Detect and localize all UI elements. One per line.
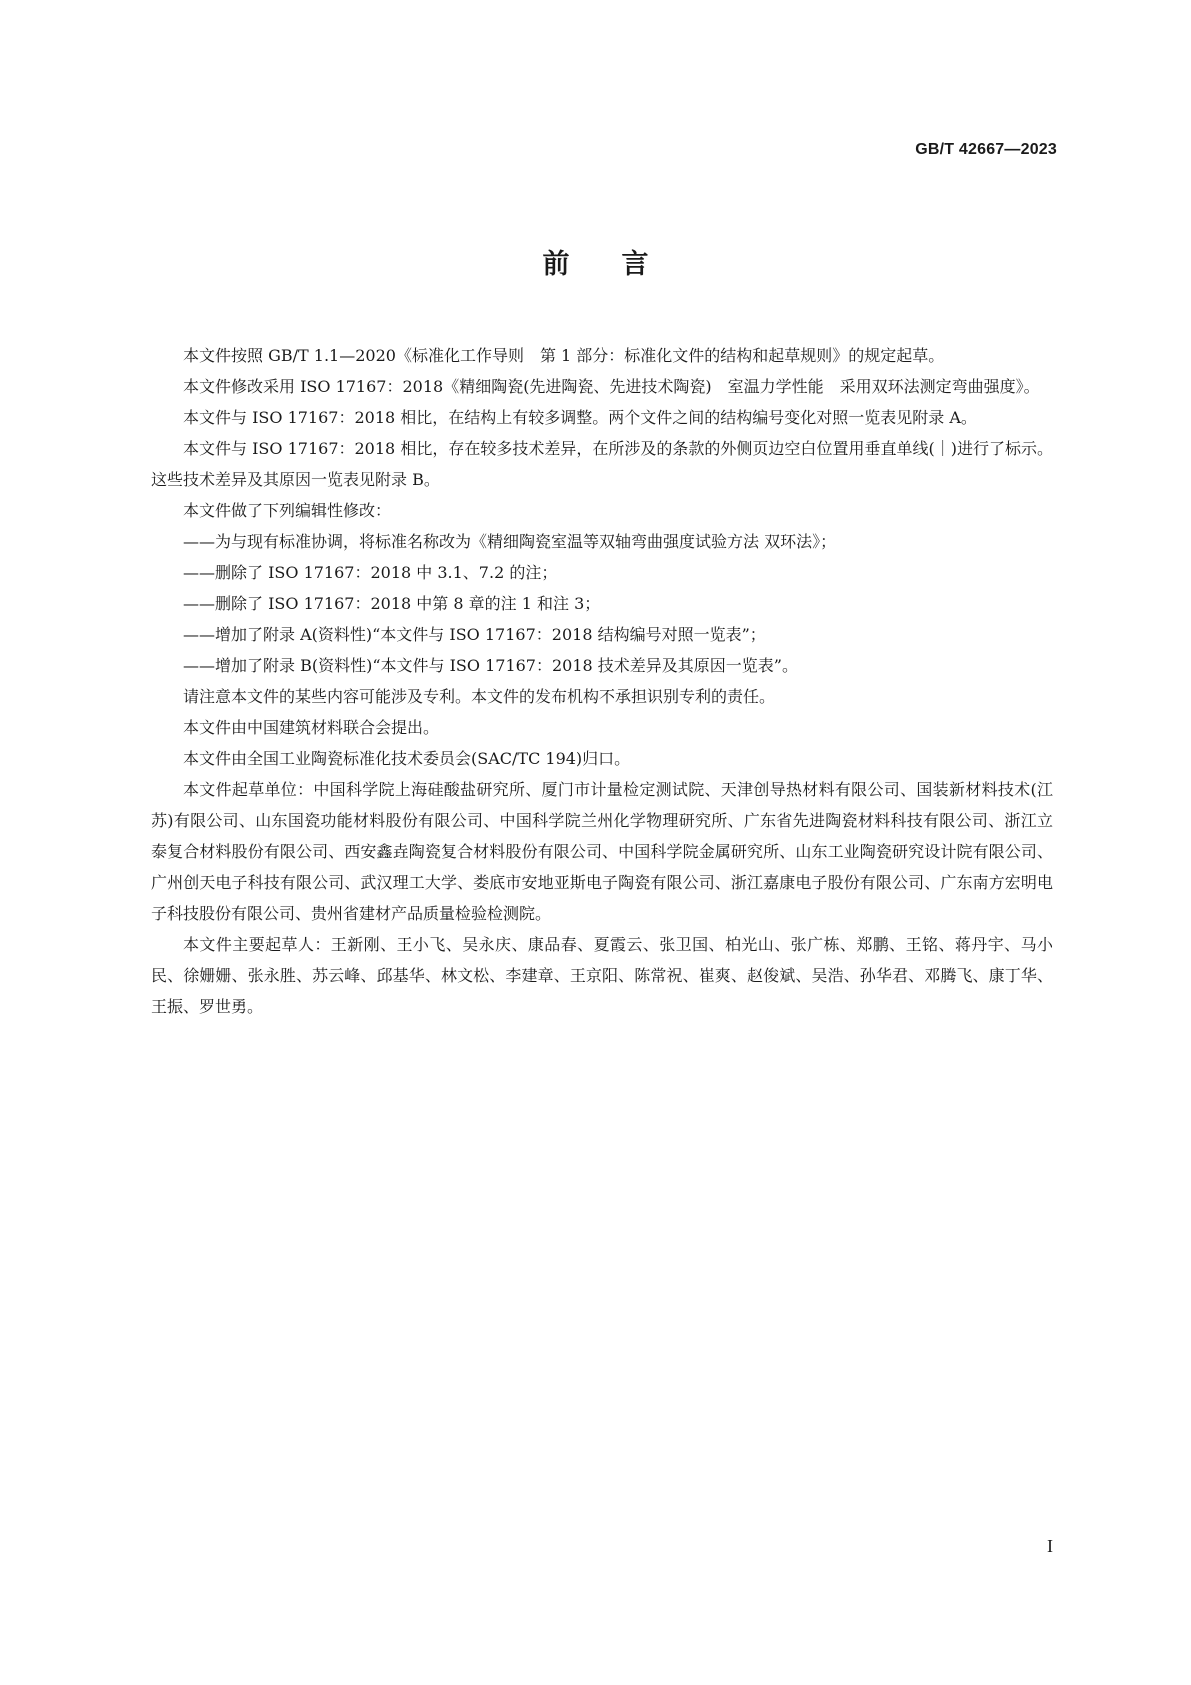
paragraph: 本文件由全国工业陶瓷标准化技术委员会(SAC/TC 194)归口。 [183,749,631,768]
paragraph: 本文件修改采用 ISO 17167：2018《精细陶瓷(先进陶瓷、先进技术陶瓷) 室温力学性能 采用双环法测定弯曲强度》。 [183,377,1040,396]
paragraph: 请注意本文件的某些内容可能涉及专利。本文件的发布机构不承担识别专利的责任。 [183,687,776,706]
list-item: ——为与现有标准协调，将标准名称改为《精细陶瓷室温等双轴弯曲强度试验方法 双环法》； [183,532,837,551]
list-item: ——增加了附录 B(资料性)“本文件与 ISO 17167：2018 技术差异及其原因一览表”。 [183,656,798,675]
paragraph: 本文件与 ISO 17167：2018 相比，在结构上有较多调整。两个文件之间的结构编号变化对照一览表见附录 A。 [183,408,977,427]
list-item: ——删除了 ISO 17167：2018 中第 8 章的注 1 和注 3； [183,594,601,613]
list-item: ——删除了 ISO 17167：2018 中 3.1、7.2 的注； [183,563,558,582]
paragraph: 本文件按照 GB/T 1.1—2020《标准化工作导则 第 1 部分：标准化文件的结构和起草规则》的规定起草。 [183,346,945,365]
paragraph: 本文件由中国建筑材料联合会提出。 [183,718,440,737]
paragraph: 本文件做了下列编辑性修改： [183,501,392,520]
list-item: ——增加了附录 A(资料性)“本文件与 ISO 17167：2018 结构编号对照一览表”； [183,625,766,644]
paragraph: 本文件与 ISO 17167：2018 相比，存在较多技术差异，在所涉及的条款的外侧页边空白位置用垂直单线(｜)进行了标示。这些技术差异及其原因一览表见附录 B。 [151,439,1053,489]
document-code: GB/T 42667—2023 [915,141,1057,158]
foreword-body [151,340,1053,1022]
paragraph: 本文件起草单位：中国科学院上海硅酸盐研究所、厦门市计量检定测试院、天津创导热材料有限公司、国装新材料技术(江苏)有限公司、山东国瓷功能材料股份有限公司、中国科学院兰州化学物理研究所、广东省先进陶瓷材料科技有限公司、浙江立泰复合材料股份有限公司、西安鑫垚陶瓷复合材料股份有限公司、中国科学院金属研究所、山东工业陶瓷研究设计院有限公司、广州创天电子科技有限公司、武汉理工大学、娄底市安地亚斯电子陶瓷有限公司、浙江嘉康电子股份有限公司、广东南方宏明电子科技股份有限公司、贵州省建材产品质量检验检测院。 [151,780,1053,923]
paragraph: 本文件主要起草人：王新刚、王小飞、吴永庆、康品春、夏霞云、张卫国、柏光山、张广栋、郑鹏、王铭、蒋丹宇、马小民、徐姗姗、张永胜、苏云峰、邱基华、林文松、李建章、王京阳、陈常祝、崔爽、赵俊斌、吴浩、孙华君、邓腾飞、康丁华、王振、罗世勇。 [151,935,1053,1016]
page-title: 前言 [542,249,701,280]
page-number: I [1047,1536,1053,1556]
